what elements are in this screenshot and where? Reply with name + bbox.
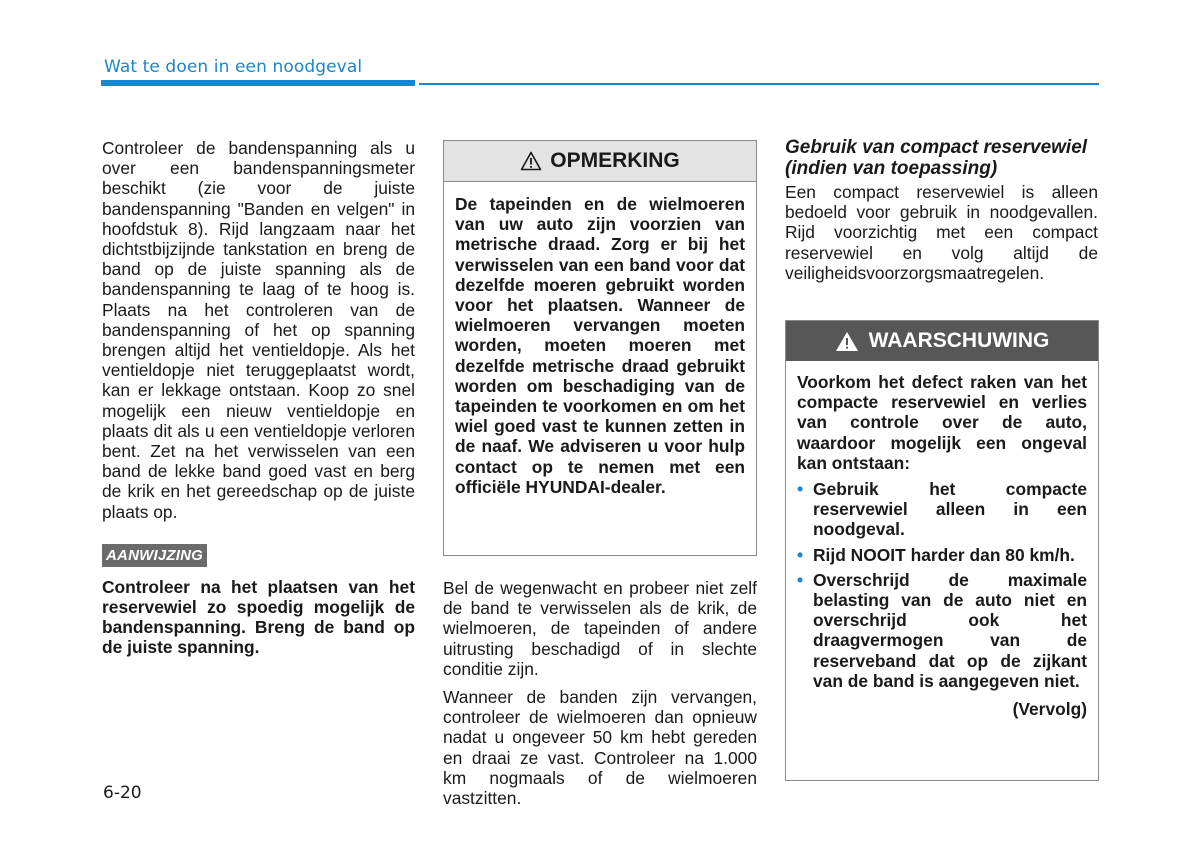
tire-pressure-paragraph: Controleer de bandenspanning als u over een bandenspanningsmeter beschikt (zie voor de juiste bandenspanning "Banden en velgen" in hoofdstuk 8). Rijd langzaam naar het dichtstbijzijnde tankstation en breng de band op de juiste spanning als de bandenspanning te laag of te hoog is. Plaats na het controleren van de bandenspanning of het op spanning brengen altijd het ventieldopje. Als het ventieldopje niet teruggeplaatst wordt, kan er lekkage ontstaan. Koop zo snel mogelijk een nieuw ventieldopje en plaats dit als u een ventieldopje verloren bent. Zet na het verwisselen van een band de lekke band goed vast en berg de krik en het gereedschap op de juiste plaats op. [102, 138, 415, 522]
note-box [443, 140, 757, 556]
bullet-icon: • [797, 569, 804, 590]
wheel-nut-check-paragraph: Wanneer de banden zijn vervangen, controleer de wielmoeren dan opnieuw nadat u ongeveer 50 km hebt gereden en draai ze vast. Controleer na 1.000 km nogmaals of de wielmoeren vastzitten. [443, 687, 757, 809]
warning-box-body [786, 361, 1098, 730]
warning-bullet-text: Gebruik het compacte reservewiel alleen in een noodgeval. [813, 479, 1087, 540]
warning-bullet-list [797, 479, 1087, 691]
compact-spare-subheading: Gebruik van compact reservewiel (indien van toepassing) [785, 137, 1088, 179]
warning-bullet-item [797, 570, 1087, 691]
warning-triangle-filled-icon [835, 331, 859, 352]
compact-spare-paragraph: Een compact reservewiel is alleen bedoeld voor gebruik in noodgevallen. Rijd voorzichtig met een compact reservewiel en volg altijd de veiligheidsvoorzorgsmaatregelen. [785, 182, 1098, 283]
note-box-text: De tapeinden en de wielmoeren van uw auto zijn voorzien van metrische draad. Zorg er bij het verwisselen van een band voor dat dezelfde moeren gebruikt worden voor het plaatsen. Wanneer de wielmoeren vervangen moeten worden, moeten moeren met dezelfde metrische draad gebruikt worden om beschadiging van de tapeinden te voorkomen en om het wiel goed vast te kunnen zetten in de naaf. We adviseren u voor hulp contact op te nemen met een officiële HYUNDAI-dealer. [455, 194, 745, 497]
warning-intro: Voorkom het defect raken van het compacte reservewiel en verlies van controle over de auto, waardoor mogelijk een ongeval kan ontstaan: [797, 372, 1087, 473]
header-rule-thin [419, 83, 1099, 85]
warning-bullet-item [797, 545, 1087, 565]
middle-column [443, 578, 757, 808]
warning-bullet-item [797, 479, 1087, 540]
right-column [785, 137, 1098, 283]
warning-box-title: WAARSCHUWING [868, 329, 1050, 352]
hint-badge-wrapper [102, 544, 415, 567]
hint-text: Controleer na het plaatsen van het reservewiel zo spoedig mogelijk de bandenspanning. Breng de band op de juiste spanning. [102, 576, 415, 658]
warning-bullet-text: Rijd NOOIT harder dan 80 km/h. [813, 544, 1075, 565]
warning-bullet-text: Overschrijd de maximale belasting van de auto niet en overschrijd ook het draagvermogen van de reserveband dat op de zijkant van de band is aangegeven niet. [813, 569, 1087, 691]
header-rule-thick [101, 80, 415, 86]
note-box-body [444, 182, 756, 507]
note-box-header [444, 141, 756, 182]
bullet-icon: • [797, 544, 804, 565]
warning-box-header [786, 321, 1098, 361]
continued-label: (Vervolg) [1012, 699, 1087, 720]
page-number: 6-20 [103, 783, 142, 803]
bullet-icon: • [797, 479, 804, 500]
note-box-title: OPMERKING [550, 149, 680, 172]
warning-triangle-outline-icon [520, 151, 542, 171]
section-title: Wat te doen in een noodgeval [104, 57, 363, 77]
left-column [102, 138, 415, 658]
warning-box [785, 320, 1099, 781]
hint-badge: AANWIJZING [102, 544, 207, 567]
roadside-assistance-paragraph: Bel de wegenwacht en probeer niet zelf de band te verwisselen als de krik, de wielmoeren, de tapeinden of andere uitrusting beschadigd of in slechte conditie zijn. [443, 578, 757, 679]
